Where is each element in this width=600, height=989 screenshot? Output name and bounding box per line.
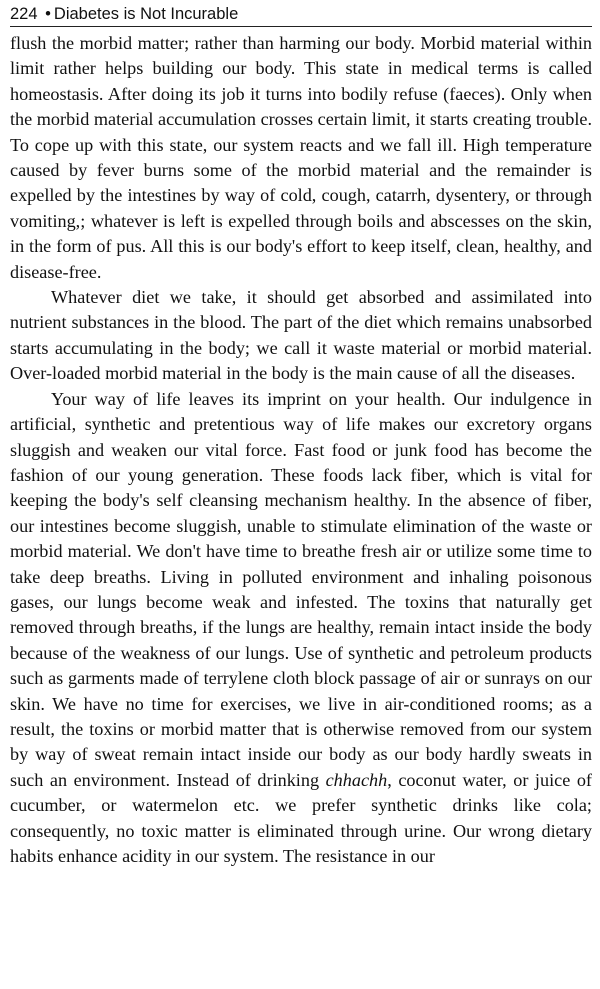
italic-term: chhachh [325, 769, 388, 790]
body-text [10, 31, 592, 869]
paragraph-2: Whatever diet we take, it should get absorbed and assimilated into nutrient substances in the blood. The part of the diet which remains unabsorbed starts accumulating in the body; we call it waste material or morbid material. Over-loaded morbid material in the body is the main cause of all the diseases. [10, 287, 592, 384]
paragraph-3-text-start: Your way of life leaves its imprint on your health. Our indulgence in artificial, synthetic and pretentious way of life makes our excretory organs sluggish and weaken our vital force. Fast food or junk food has become the fashion of our young generation. These foods lack fiber, which is vital for keeping the body's self cleansing mechanism healthy. In the absence of fiber, our intestines become sluggish, unable to stimulate elimination of the waste or morbid material. We don't have time to breathe fresh air or utilize some time to take deep breaths. Living in polluted environment and inhaling poisonous gases, our lungs become weak and infested. The toxins that naturally get removed through breaths, if the lungs are healthy, remain intact inside the body because of the weakness of our lungs. Use of synthetic and petroleum products such as garments made of terrylene cloth block passage of air or sunrays on our skin. We have no time for exercises, we live in air-conditioned rooms; as a result, the toxins or morbid matter that is otherwise removed from our system by way of sweat remain intact inside our body as our body hardly sweats in such an environment. Instead of drinking [10, 388, 592, 790]
running-header [10, 4, 592, 27]
header-separator: • [45, 5, 51, 23]
paragraph-3 [10, 387, 592, 870]
paragraph-1: flush the morbid matter; rather than harming our body. Morbid material within limit rather helps building our body. This state in medical terms is called homeostasis. After doing its job it turns into bodily refuse (faeces). Only when the morbid material accumulation crosses certain limit, it starts creating trouble. To cope up with this state, our system reacts and we fall ill. High temperature caused by fever burns some of the morbid material and the remainder is expelled by the intestines by way of cold, cough, catarrh, dysentery, or through vomiting,; whatever is left is expelled through boils and abscesses on the skin, in the form of pus. All this is our body's effort to keep itself, clean, healthy, and disease-free. [10, 33, 592, 282]
page-number: 224 [10, 5, 38, 23]
book-title: Diabetes is Not Incurable [53, 5, 239, 23]
paragraph-3-text-end: , coconut water, or juice of cucumber, or watermelon etc. we prefer synthetic drinks like cola; consequently, no toxic matter is eliminated through urine. Our wrong dietary habits enhance acidity in our system. The resistance in our [10, 769, 592, 866]
